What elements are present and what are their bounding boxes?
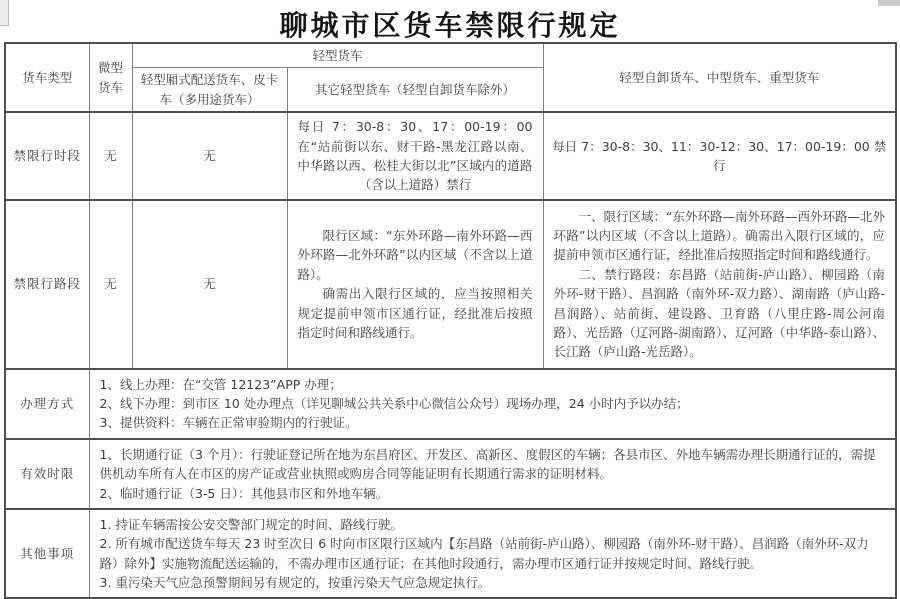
header-micro-truck: 微型货车 (89, 43, 132, 112)
cell-apply-method (89, 369, 896, 439)
validity-line-2: 2、临时通行证（3-5 日）：其他县市区和外地车辆。 (99, 485, 389, 501)
cell-time-heavy: 每日 7：30-8：30、11：30-12：30、17：00-19：00 禁行 (543, 112, 896, 200)
header-light-box-truck: 轻型厢式配送货车、皮卡车（多用途货车） (132, 68, 287, 112)
cell-validity (89, 439, 896, 509)
cell-road-light-box: 无 (132, 200, 287, 369)
header-light-truck-group: 轻型货车 (132, 43, 543, 68)
cell-time-micro: 无 (89, 112, 132, 200)
row-label-apply-method: 办理方式 (5, 369, 89, 439)
row-label-other-items: 其他事项 (5, 509, 89, 599)
apply-line-1: 1、线上办理：在“交管 12123”APP 办理； (99, 376, 342, 392)
road-heavy-paragraph-1: 一、限行区域：“东外环路—南外环路—西外环路—北外环路”以内区域（不含以上道路）。确需出入限行区域的，应提前申领市区通行证，经批准后按照指定时间和路线通行。 (553, 208, 886, 263)
cell-road-micro: 无 (89, 200, 132, 369)
cell-other-items (89, 509, 896, 599)
header-truck-type: 货车类型 (5, 43, 89, 112)
other-line-2: 2. 所有城市配送货车每天 23 时至次日 6 时向市区限行区域内【东昌路（站前街-庐山路）、柳园路（南外环-财干路）、昌润路（南外环-双力路）除外】实施物流配送运输的，不需办理市区通行证；在其他时段通行，需办理市区通行证并按规定时间、路线行驶。 (99, 536, 869, 571)
table-row-apply-method (5, 369, 896, 439)
row-label-restricted-time: 禁限行时段 (5, 112, 89, 200)
road-heavy-paragraph-2: 二、禁行路段：东昌路（站前街-庐山路）、柳园路（南外环-财干路）、昌润路（南外环-双力路）、湖南路（庐山路-昌润路）、站前街、建设路、卫育路（八里庄路-周公河南路）、光岳路（辽河路-湖南路）、辽河路（中华路-泰山路）、长江路（庐山路-光岳路）。 (553, 266, 886, 360)
road-other-light-paragraph-1: 限行区域：“东外环路—南外环路—西外环路—北外环路”以内区域（不含以上道路）。 (297, 228, 533, 282)
header-heavy-truck: 轻型自卸货车、中型货车、重型货车 (543, 43, 896, 112)
cell-road-heavy (543, 200, 896, 369)
cell-road-other-light (287, 200, 543, 369)
table-row-restricted-time (5, 112, 896, 200)
cell-time-other-light: 每日 7：30-8：30、17：00-19：00 在“站前街以东、财干路-黑龙江路以南、中华路以西、松桂大街以北”区域内的道路（含以上道路）禁行 (287, 112, 543, 200)
header-other-light-truck: 其它轻型货车（轻型自卸货车除外） (287, 68, 543, 112)
road-other-light-paragraph-2: 确需出入限行区域的，应当按照相关规定提前申领市区通行证，经批准后按照指定时间和路线通行。 (297, 286, 533, 340)
table-row-restricted-road (5, 200, 896, 369)
cell-time-light-box: 无 (132, 112, 287, 200)
validity-line-1: 1、长期通行证（3 个月）：行驶证登记所在地为东昌府区、开发区、高新区、度假区的车辆；各县市区、外地车辆需办理长期通行证的，需提供机动车所有人在市区的房产证或营业执照或购房合同等能证明有长期通行需求的证明材料。 (99, 446, 876, 482)
apply-line-3: 3、提供资料：车辆在正常审验期内的行驶证。 (99, 415, 358, 431)
apply-line-2: 2、线下办理：到市区 10 处办理点（详见聊城公共关系中心微信公众号）现场办理，24 小时内予以办结； (99, 396, 689, 411)
table-row-other-items (5, 509, 896, 599)
regulations-table (4, 42, 897, 599)
other-line-1: 1. 持证车辆需按公安交警部门规定的时间、路线行驶。 (99, 516, 403, 532)
other-line-3: 3. 重污染天气应急预警期间另有规定的，按重污染天气应急规定执行。 (99, 575, 491, 590)
table-row-validity (5, 439, 896, 509)
row-label-validity: 有效时限 (5, 439, 89, 509)
table-header-row-1 (5, 43, 896, 68)
row-label-restricted-road: 禁限行路段 (5, 200, 89, 369)
page-title: 聊城市区货车禁限行规定 (279, 9, 621, 42)
